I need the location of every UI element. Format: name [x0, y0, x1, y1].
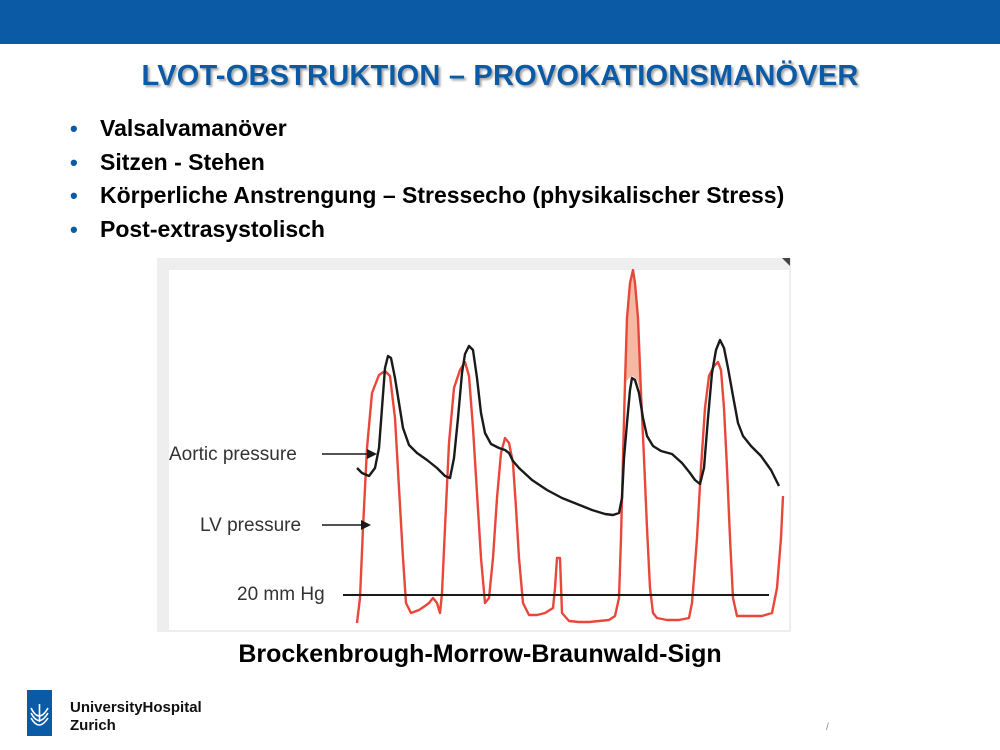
page-number: / [826, 722, 829, 733]
top-bar [0, 0, 1000, 44]
pressure-diagram-svg [157, 258, 791, 632]
bullet-dot-icon: • [70, 116, 78, 141]
lv-pressure-label: LV pressure [200, 515, 302, 536]
logo-glyph-icon [27, 690, 52, 736]
university-logo-text [70, 699, 202, 735]
bullet-item [70, 115, 784, 149]
figure-caption: Brockenbrough-Morrow-Braunwald-Sign [238, 640, 722, 668]
corner-mark [781, 258, 790, 266]
logo-line-2: Zurich [70, 717, 116, 734]
bullet-text: Post-extrasystolisch [100, 215, 325, 242]
aortic-pressure-label: Aortic pressure [169, 444, 297, 465]
bullet-list [70, 115, 784, 249]
logo-line-1: UniversityHospital [70, 699, 202, 716]
bullet-item [70, 149, 784, 183]
bullet-text: Körperliche Anstrengung – Stressecho (physikalischer Stress) [100, 182, 785, 208]
bullet-item [70, 182, 784, 216]
university-logo-icon [27, 690, 52, 736]
bullet-item [70, 216, 784, 250]
bullet-text: Sitzen - Stehen [100, 148, 265, 175]
baseline-label: 20 mm Hg [237, 584, 325, 605]
bullet-dot-icon: • [70, 216, 78, 242]
slide-title: LVOT-OBSTRUKTION – PROVOKATIONSMANÖVER [141, 60, 859, 92]
bullet-text: Valsalvamanöver [100, 115, 287, 141]
bullet-dot-icon: • [70, 183, 78, 208]
pressure-diagram [157, 258, 791, 632]
bullet-dot-icon: • [70, 149, 78, 175]
